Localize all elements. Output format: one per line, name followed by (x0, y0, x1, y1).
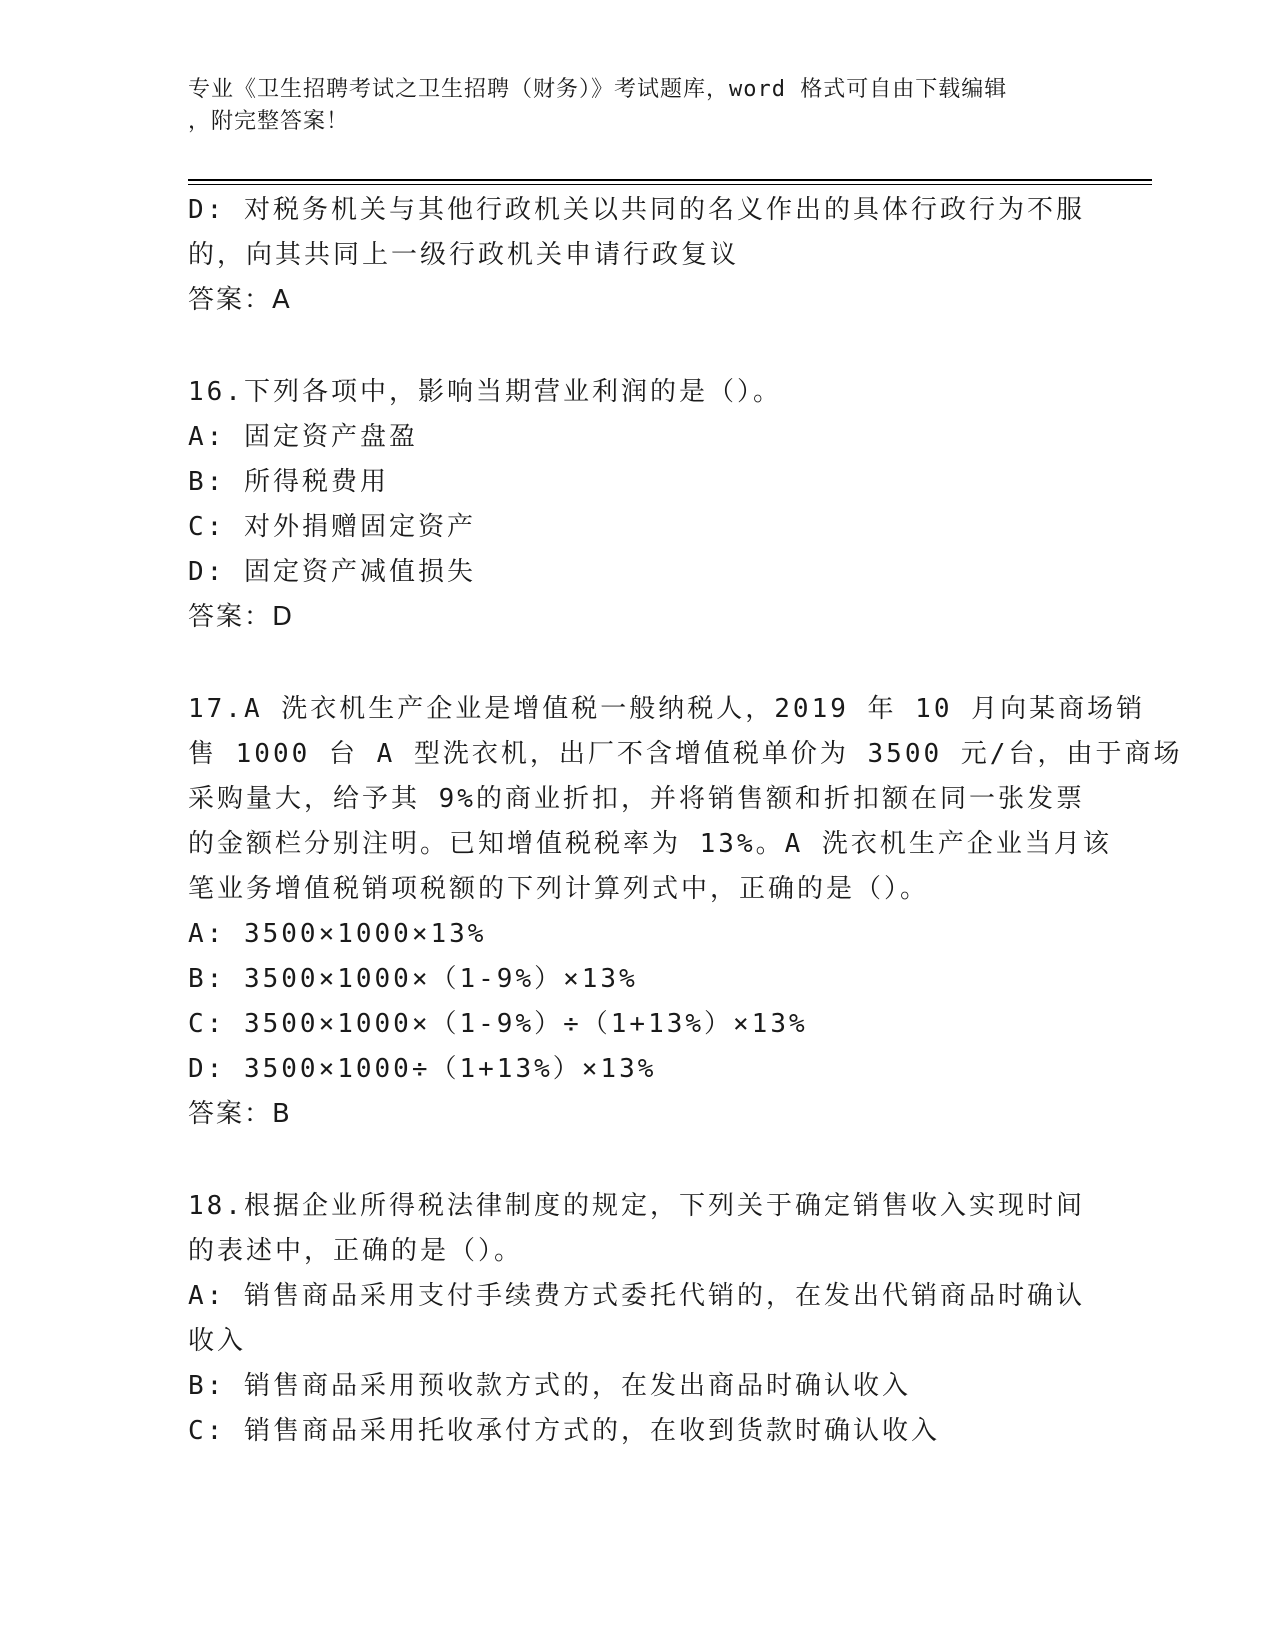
header-line-1: 专业《卫生招聘考试之卫生招聘（财务）》考试题库，word 格式可自由下载编辑 (188, 77, 1008, 102)
option-a-line-1: A: 销售商品采用支付手续费方式委托代销的，在发出代销商品时确认 (188, 1281, 1085, 1311)
header-line-2: ，附完整答案！ (188, 109, 350, 134)
question-15 (188, 188, 1085, 323)
option-c: C: 3500×1000×（1-9%）÷（1+13%）×13% (188, 1009, 808, 1039)
question-stem-line-3: 采购量大，给予其 9%的商业折扣，并将销售额和折扣额在同一张发票 (188, 784, 1085, 814)
option-b: B: 所得税费用 (188, 467, 389, 497)
question-stem-line-5: 笔业务增值税销项税额的下列计算列式中，正确的是（）。 (188, 874, 930, 904)
question-stem-line-1: 17.A 洗衣机生产企业是增值税一般纳税人，2019 年 10 月向某商场销 (188, 694, 1146, 724)
question-stem: 16.下列各项中，影响当期营业利润的是（）。 (188, 377, 782, 407)
option-d: D: 固定资产减值损失 (188, 557, 476, 587)
option-a: A: 3500×1000×13% (188, 919, 487, 949)
header-rule-thick (188, 179, 1152, 181)
question-stem-line-2: 售 1000 台 A 型洗衣机，出厂不含增值税单价为 3500 元/台，由于商场 (188, 739, 1183, 769)
option-d-line-2: 的，向其共同上一级行政机关申请行政复议 (188, 240, 740, 270)
answer: 答案：A (188, 285, 292, 315)
question-stem-line-2: 的表述中，正确的是（）。 (188, 1236, 524, 1266)
option-a-line-2: 收入 (188, 1326, 247, 1356)
answer: 答案：D (188, 602, 295, 632)
option-c: C: 销售商品采用托收承付方式的，在收到货款时确认收入 (188, 1416, 940, 1446)
question-16 (188, 370, 1078, 640)
document-header (188, 74, 1068, 138)
document-body (188, 188, 1183, 1454)
question-17 (188, 687, 1183, 1137)
question-stem-line-4: 的金额栏分别注明。已知增值税税率为 13%。A 洗衣机生产企业当月该 (188, 829, 1112, 859)
header-rule-thin (188, 184, 1152, 185)
question-stem-line-1: 18.根据企业所得税法律制度的规定，下列关于确定销售收入实现时间 (188, 1191, 1085, 1221)
option-a: A: 固定资产盘盈 (188, 422, 418, 452)
option-b: B: 销售商品采用预收款方式的，在发出商品时确认收入 (188, 1371, 911, 1401)
option-b: B: 3500×1000×（1-9%）×13% (188, 964, 638, 994)
option-c: C: 对外捐赠固定资产 (188, 512, 476, 542)
question-18 (188, 1184, 1085, 1454)
option-d-line-1: D: 对税务机关与其他行政机关以共同的名义作出的具体行政行为不服 (188, 195, 1085, 225)
answer: 答案：B (188, 1099, 292, 1129)
option-d: D: 3500×1000÷（1+13%）×13% (188, 1054, 657, 1084)
